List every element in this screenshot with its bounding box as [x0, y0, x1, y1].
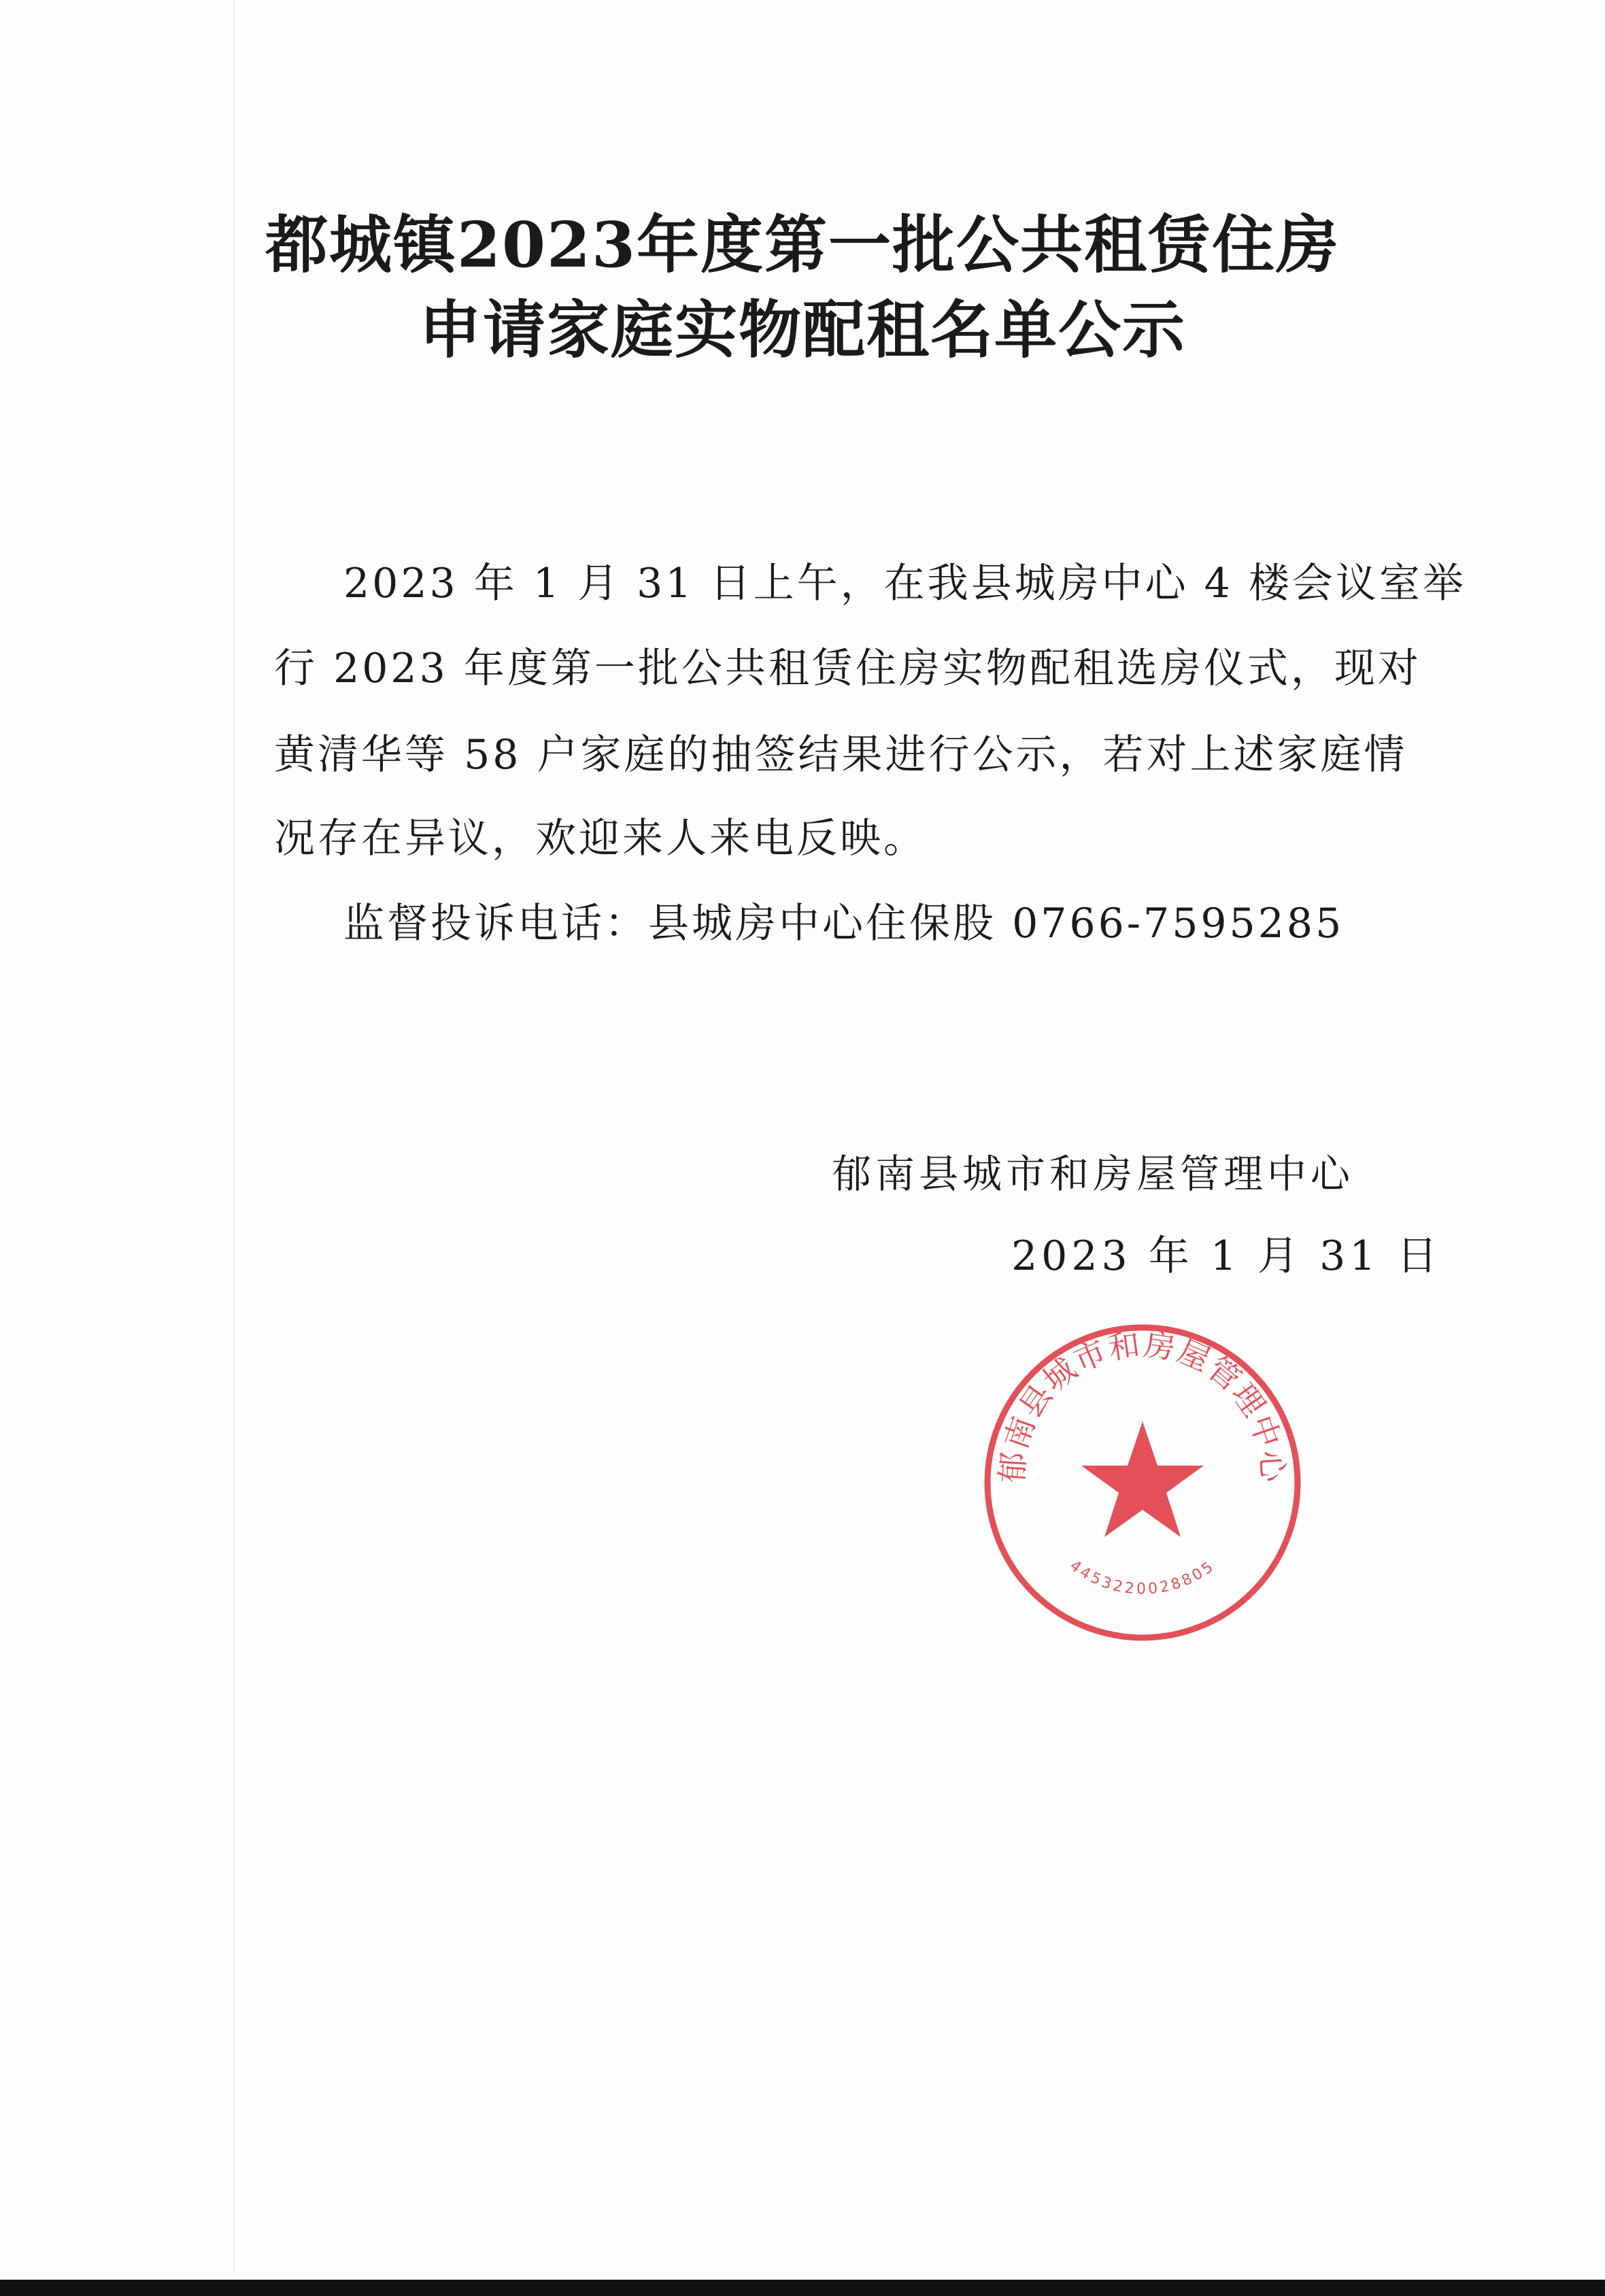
body-line-4: 况存在异议，欢迎来人来电反映。 — [274, 815, 927, 862]
issue-date: 2023 年 1 月 31 日 — [1011, 1232, 1442, 1280]
body-line-1: 2023 年 1 月 31 日上午，在我县城房中心 4 楼会议室举 — [343, 560, 1466, 607]
seal-code: 4453220028805 — [1066, 1557, 1219, 1598]
complaint-phone: 监督投诉电话：县城房中心住保股 0766-7595285 — [343, 900, 1345, 947]
document-title-line-1: 都城镇2023年度第一批公共租赁住房 — [265, 208, 1340, 282]
official-seal-stamp — [979, 1319, 1306, 1646]
body-line-2: 行 2023 年度第一批公共租赁住房实物配租选房仪式，现对 — [274, 645, 1421, 692]
star-icon — [1081, 1421, 1204, 1537]
scan-border — [0, 2280, 1605, 2296]
issuing-organization: 郁南县城市和房屋管理中心 — [832, 1151, 1355, 1197]
document-title-line-2: 申请家庭实物配租名单公示 — [418, 293, 1186, 367]
body-line-3: 黄清华等 58 户家庭的抽签结果进行公示，若对上述家庭情 — [274, 731, 1408, 779]
seal-text: 郁南县城市和房屋管理中心 — [993, 1326, 1292, 1485]
